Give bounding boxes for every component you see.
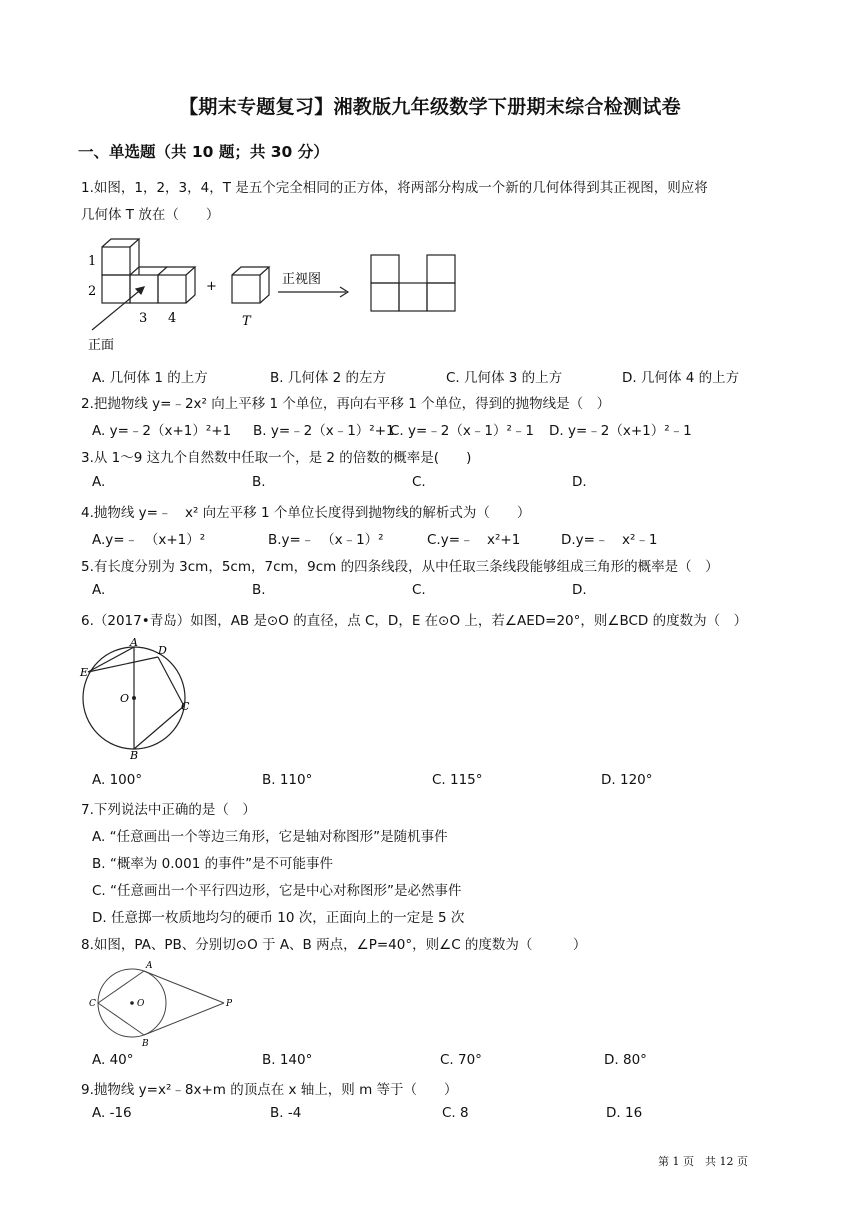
q4-option-a[interactable]: A.y=﹣ （x+1）² [92, 532, 206, 548]
point-e: E [80, 666, 89, 679]
point-b: B [142, 1039, 149, 1048]
q1-option-a[interactable]: A. 几何体 1 的上方 [92, 370, 208, 386]
cube-3 [130, 267, 167, 303]
point-p: P [226, 999, 233, 1009]
point-d: D [158, 644, 167, 657]
q8-option-d[interactable]: D. 80° [604, 1052, 647, 1068]
front-view [371, 255, 455, 311]
q1-option-b[interactable]: B. 几何体 2 的左方 [270, 370, 387, 386]
point-c: C [181, 700, 190, 713]
q1-option-d[interactable]: D. 几何体 4 的上方 [622, 370, 740, 386]
q7-stem: 7.下列说法中正确的是（ ） [81, 802, 256, 818]
q6-option-b[interactable]: B. 110° [262, 772, 313, 788]
label-1: 1 [88, 254, 97, 269]
q8-option-a[interactable]: A. 40° [92, 1052, 134, 1068]
q9-stem: 9.抛物线 y=x²﹣8x+m 的顶点在 x 轴上，则 m 等于（ ） [81, 1082, 458, 1098]
section-heading: 一、单选题（共 10 题；共 30 分） [78, 143, 329, 161]
q2-option-b[interactable]: B. y=﹣2（x﹣1）²+1 [253, 423, 395, 439]
q7-option-d[interactable]: D. 任意掷一枚质地均匀的硬币 10 次，正面向上的一定是 5 次 [92, 910, 465, 926]
footer-suffix: 页 [737, 1155, 748, 1168]
q5-option-a[interactable]: A. [92, 582, 106, 598]
footer-prefix: 第 [658, 1155, 669, 1168]
q5-option-c[interactable]: C. [412, 582, 426, 598]
q5-option-d[interactable]: D. [572, 582, 587, 598]
q8-stem: 8.如图，PA、PB、分别切⊙O 于 A、B 两点，∠P=40°，则∠C 的度数为（ ） [81, 937, 587, 953]
q6-figure [78, 638, 196, 760]
footer-total-pages: 12 [719, 1155, 734, 1168]
q9-option-c[interactable]: C. 8 [442, 1105, 469, 1121]
q8-option-b[interactable]: B. 140° [262, 1052, 313, 1068]
point-a: A [146, 961, 153, 971]
plus-sign: + [206, 279, 217, 294]
q3-option-a[interactable]: A. [92, 474, 106, 490]
q2-option-d[interactable]: D. y=﹣2（x+1）²﹣1 [549, 423, 692, 439]
q9-option-d[interactable]: D. 16 [606, 1105, 643, 1121]
q9-option-b[interactable]: B. -4 [270, 1105, 302, 1121]
point-c: C [89, 999, 96, 1009]
point-b: B [130, 749, 139, 760]
cube-t [232, 267, 269, 303]
q3-option-d[interactable]: D. [572, 474, 587, 490]
q4-option-d[interactable]: D.y=﹣ x²﹣1 [561, 532, 658, 548]
point-o: O [120, 692, 130, 705]
q6-option-d[interactable]: D. 120° [601, 772, 653, 788]
q2-stem: 2.把抛物线 y=﹣2x² 向上平移 1 个单位，再向右平移 1 个单位，得到的抛物线是（ ） [81, 396, 611, 412]
q4-option-c[interactable]: C.y=﹣ x²+1 [427, 532, 521, 548]
cube-4 [158, 267, 195, 303]
label-t: T [242, 314, 251, 329]
q5-stem: 5.有长度分别为 3cm，5cm，7cm，9cm 的四条线段，从中任取三条线段能够组成三角形的概率是（ ） [81, 559, 719, 575]
q1-stem-line2: 几何体 T 放在（ ） [81, 207, 220, 223]
q1-figure [82, 235, 472, 355]
q7-option-c[interactable]: C. “任意画出一个平行四边形，它是中心对称图形”是必然事件 [92, 883, 462, 899]
footer-middle: 页 共 [683, 1155, 716, 1168]
q8-figure [86, 958, 236, 1048]
q3-option-b[interactable]: B. [252, 474, 266, 490]
label-4: 4 [168, 311, 177, 326]
label-3: 3 [139, 311, 148, 326]
point-o: O [137, 999, 145, 1009]
front-label: 正面 [88, 338, 115, 353]
q2-option-c[interactable]: C. y=﹣2（x﹣1）²﹣1 [390, 423, 534, 439]
page-footer [658, 1153, 748, 1169]
q9-option-a[interactable]: A. -16 [92, 1105, 132, 1121]
q3-option-c[interactable]: C. [412, 474, 426, 490]
q1-stem-line1: 1.如图，1，2，3，4，T 是五个完全相同的正方体，将两部分构成一个新的几何体得到其正视图，则应将 [81, 180, 708, 196]
q6-option-a[interactable]: A. 100° [92, 772, 143, 788]
q7-option-a[interactable]: A. “任意画出一个等边三角形，它是轴对称图形”是随机事件 [92, 829, 448, 845]
front-view-label: 正视图 [282, 272, 322, 287]
label-2: 2 [88, 284, 97, 299]
q4-option-b[interactable]: B.y=﹣ （x﹣1）² [268, 532, 384, 548]
q6-option-c[interactable]: C. 115° [432, 772, 483, 788]
q1-option-c[interactable]: C. 几何体 3 的上方 [446, 370, 563, 386]
point-a: A [130, 638, 138, 649]
cube-1 [102, 239, 139, 275]
q5-option-b[interactable]: B. [252, 582, 266, 598]
q2-option-a[interactable]: A. y=﹣2（x+1）²+1 [92, 423, 232, 439]
q4-stem: 4.抛物线 y=﹣ x² 向左平移 1 个单位长度得到抛物线的解析式为（ ） [81, 505, 531, 521]
document-title: 【期末专题复习】湘教版九年级数学下册期末综合检测试卷 [179, 96, 681, 118]
footer-current-page: 1 [672, 1155, 680, 1168]
q8-option-c[interactable]: C. 70° [440, 1052, 482, 1068]
q7-option-b[interactable]: B. “概率为 0.001 的事件”是不可能事件 [92, 856, 334, 872]
q6-stem: 6.（2017•青岛）如图，AB 是⊙O 的直径，点 C，D，E 在⊙O 上，若∠AED=20°，则∠BCD 的度数为（ ） [81, 613, 748, 629]
q3-stem: 3.从 1～9 这九个自然数中任取一个，是 2 的倍数的概率是( ) [81, 450, 472, 466]
